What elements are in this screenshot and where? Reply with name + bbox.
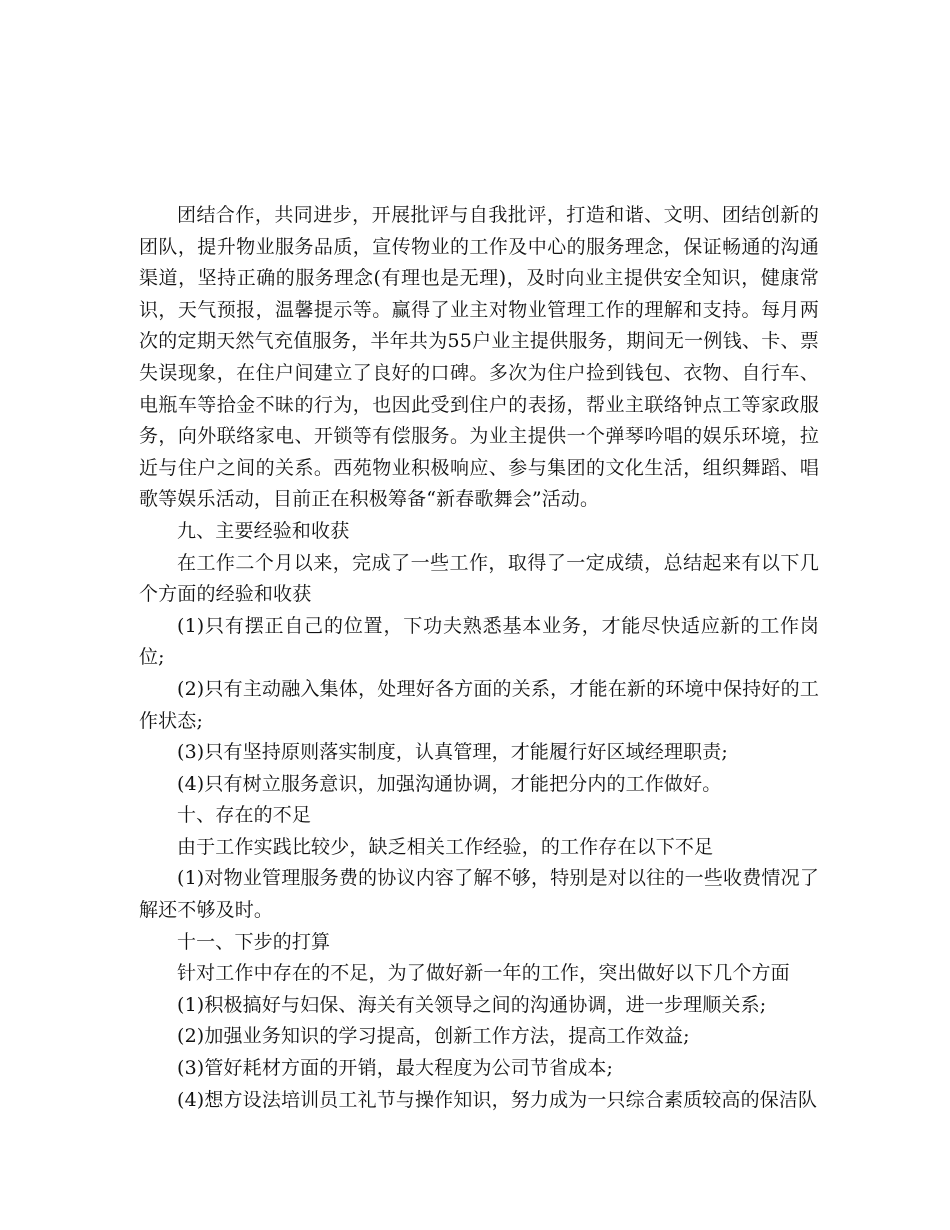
document-body <box>139 200 819 1116</box>
paragraph-teamwork: 团结合作，共同进步，开展批评与自我批评，打造和谐、文明、团结创新的团队，提升物业服务品质，宣传物业的工作及中心的服务理念，保证畅通的沟通渠道，坚持正确的服务理念(有理也是无理)，及时向业主提供安全知识，健康常识，天气预报，温馨提示等。赢得了业主对物业管理工作的理解和支持。每月两次的定期天然气充值服务，半年共为55户业主提供服务，期间无一例钱、卡、票失误现象，在住户间建立了良好的口碑。多次为住户捡到钱包、衣物、自行车、电瓶车等拾金不昧的行为，也因此受到住户的表扬，帮业主联络钟点工等家政服务，向外联络家电、开锁等有偿服务。为业主提供一个弹琴吟唱的娱乐环境，拉近与住户之间的关系。西苑物业积极响应、参与集团的文化生活，组织舞蹈、唱歌等娱乐活动，目前正在积极筹备“新春歌舞会”活动。 <box>139 204 819 511</box>
list-item-experience-3: (3)只有坚持原则落实制度，认真管理，才能履行好区域经理职责; <box>177 741 728 764</box>
list-item-experience-4: (4)只有树立服务意识，加强沟通协调，才能把分内的工作做好。 <box>177 772 722 795</box>
list-item-plan-1: (1)积极搞好与妇保、海关有关领导之间的沟通协调，进一步理顺关系; <box>177 993 767 1016</box>
heading-main-experience: 九、主要经验和收获 <box>177 519 350 542</box>
paragraph-plan-intro: 针对工作中存在的不足，为了做好新一年的工作，突出做好以下几个方面 <box>177 962 790 985</box>
list-item-plan-3: (3)管好耗材方面的开销，最大程度为公司节省成本; <box>177 1057 614 1080</box>
list-item-plan-2: (2)加强业务知识的学习提高，创新工作方法，提高工作效益; <box>177 1025 690 1048</box>
paragraph-shortcomings-intro: 由于工作实践比较少，缺乏相关工作经验，的工作存在以下不足 <box>177 835 714 858</box>
heading-next-plan: 十一、下步的打算 <box>177 930 331 953</box>
heading-shortcomings: 十、存在的不足 <box>177 804 312 827</box>
list-item-experience-1: (1)只有摆正自己的位置，下功夫熟悉基本业务，才能尽快适应新的工作岗位; <box>139 614 819 669</box>
list-item-plan-4: (4)想方设法培训员工礼节与操作知识，努力成为一只综合素质较高的保洁队 <box>177 1088 818 1111</box>
list-item-experience-2: (2)只有主动融入集体，处理好各方面的关系，才能在新的环境中保持好的工作状态; <box>139 677 819 732</box>
list-item-shortcoming-1: (1)对物业管理服务费的协议内容了解不够，特别是对以往的一些收费情况了解还不够及时。 <box>139 867 819 922</box>
paragraph-experience-intro: 在工作二个月以来，完成了一些工作，取得了一定成绩，总结起来有以下几个方面的经验和收获 <box>139 551 819 606</box>
